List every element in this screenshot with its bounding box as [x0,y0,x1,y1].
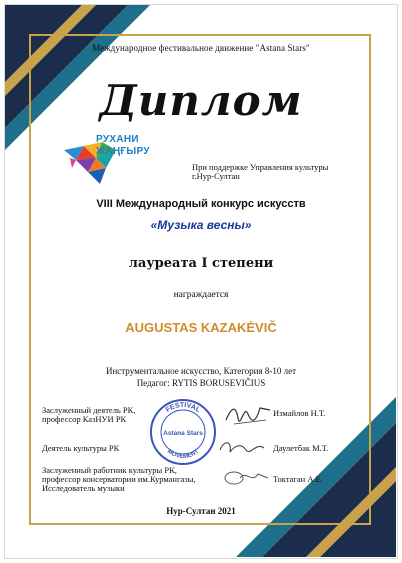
signatory-3-name: Токтаган А.Е. [273,474,323,484]
signatory-3-title-line2: профессор консерватории им.Курмангазы, [42,474,196,484]
awarded-label: награждается [173,290,229,300]
category-line: Инструментальное искусство, Категория 8-10 лет [105,366,297,376]
contest-title: «Музыка весны» [150,218,252,232]
recipient-name: AUGUSTAS KAZAKĖVIČ [125,320,277,335]
contest-name: VIII Международный конкурс искусств [96,198,306,210]
support-line2: г.Нур-Султан [192,171,240,181]
signatory-2-name: Даулетбак М.Т. [273,443,329,453]
signature-3 [222,466,270,488]
logo-text-line2: ЖАҢҒЫРУ [96,146,150,157]
place-year: Нур-Султан 2021 [166,506,236,516]
stamp-bottom-text: MOVEMENT [165,448,201,461]
support-line1: При поддержке Управления культуры [192,162,329,172]
signatory-2-title: Деятель культуры РК [42,443,120,453]
stamp-center-text: Astana Stars [163,430,203,437]
movement-subtitle: Международное фестивальное движение "Astana Stars" [92,43,310,53]
signatory-1-title-line1: Заслуженный деятель РК, [42,405,136,415]
teacher-line: Педагог: RYTIS BORUSEVIČIUS [136,378,266,388]
stamp-top-text: FESTIVAL [164,401,202,414]
signature-1 [222,400,274,428]
signatory-1-name: Измайлов Н.Т. [273,408,326,418]
astana-stars-stamp [148,397,218,467]
signature-2 [216,436,268,460]
award-degree: лауреата I степени [128,256,274,271]
signatory-3-title-line3: Исследователь музыки [42,483,125,493]
diploma-title: Диплом [99,76,303,125]
signatory-3-title-line1: Заслуженный работник культуры РК, [42,465,177,475]
signatory-1-title-line2: профессор КазНУИ РК [42,414,127,424]
svg-text:MOVEMENT [166,448,200,460]
logo-text-line1: РУХАНИ [96,134,139,145]
